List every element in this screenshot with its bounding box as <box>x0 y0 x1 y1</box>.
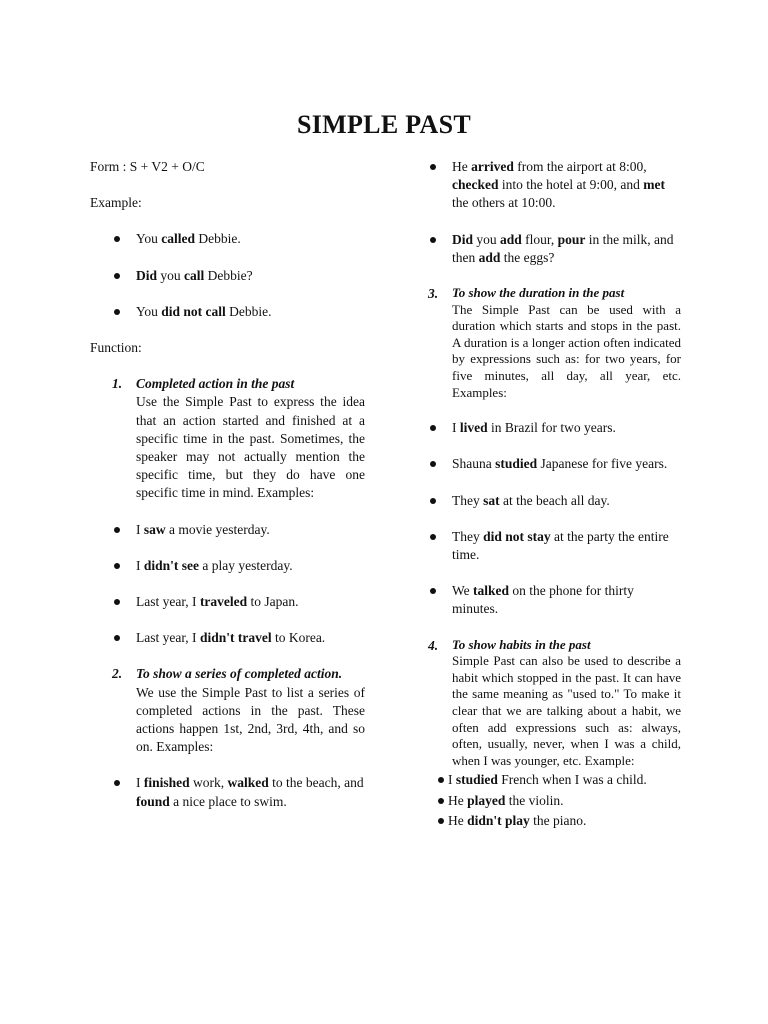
example-text: in the milk, and then <box>452 231 674 265</box>
example-item <box>90 521 365 539</box>
example-item <box>90 303 365 321</box>
example-text: a nice place to swim. <box>169 793 287 809</box>
section-heading: To show the duration in the past <box>452 285 625 301</box>
bullet-icon <box>438 798 444 804</box>
verb-highlight: walked <box>227 775 269 791</box>
example-text: at the beach all day. <box>499 492 610 508</box>
verb-highlight: did not stay <box>483 528 551 544</box>
example-text: from the airport at 8:00, <box>513 159 647 174</box>
example-text: Last year, I <box>136 594 200 610</box>
example-text: I <box>136 521 144 537</box>
section-description: We use the Simple Past to list a series of completed actions in the past. These actions happen 1st, 2nd, 3rd, 4th, and so on. Examples: <box>136 684 365 755</box>
section-heading: To show a series of completed action. <box>136 666 343 682</box>
example-item <box>426 528 681 564</box>
example-text: the violin. <box>505 792 564 808</box>
verb-highlight: studied <box>455 772 498 788</box>
example-item <box>90 230 365 248</box>
example-text: Debbie? <box>204 267 253 283</box>
verb-highlight: studied <box>495 456 538 472</box>
section-description: Use the Simple Past to express the idea that an action started and finished at a specific time in the past. Sometimes, the speaker may not actually mention the specific time, but they do have one specific time in mind. Examples: <box>136 394 365 501</box>
section-heading: Completed action in the past <box>136 376 295 392</box>
verb-highlight: add <box>478 249 501 265</box>
example-list <box>90 230 365 321</box>
example-text: a play yesterday. <box>199 557 293 573</box>
example-item <box>426 771 681 789</box>
verb-highlight: checked <box>452 177 499 193</box>
example-item <box>426 582 681 618</box>
section-description: Simple Past can also be used to describe a habit which stopped in the past. It can have the same meaning as "used to." To make it clear that we are talking about a habit, we often add expressions such as: always, often, usually, never, when I was a child, when I was younger, etc. Example: <box>452 653 681 768</box>
example-text: flour, <box>521 231 558 247</box>
example-text: Japanese for five years. <box>537 456 668 472</box>
continued-examples <box>426 158 681 267</box>
example-text: He <box>448 812 468 828</box>
example-item <box>426 419 681 437</box>
section-1-examples <box>90 521 365 648</box>
right-column <box>426 158 681 832</box>
example-item <box>426 231 681 267</box>
verb-highlight: didn't travel <box>199 630 272 646</box>
example-text: French when I was a child. <box>497 772 647 788</box>
example-text: the others at 10:00. <box>452 195 556 211</box>
example-text: You <box>136 231 162 247</box>
bullet-icon <box>430 425 436 431</box>
example-text: They <box>452 528 484 544</box>
example-item <box>90 774 365 810</box>
section-2-examples <box>90 774 365 810</box>
verb-highlight: found <box>136 793 170 809</box>
bullet-icon <box>114 527 120 533</box>
example-text: into the hotel at 9:00, and <box>498 177 644 193</box>
bullet-icon <box>114 599 120 605</box>
verb-highlight: talked <box>473 583 510 599</box>
example-text: the piano. <box>529 812 587 828</box>
bullet-icon <box>114 635 120 641</box>
section-number: 3. <box>428 286 439 302</box>
section-number: 1. <box>112 376 123 392</box>
example-text: the eggs? <box>500 249 555 265</box>
example-text: I <box>136 557 144 573</box>
example-text: He <box>448 792 468 808</box>
section-description: The Simple Past can be used with a duration which starts and stops in the past. A duration is a longer action often indicated by expressions such as: for two years, for five minutes, all day, all year, etc. Examples: <box>452 301 681 400</box>
example-text: I <box>136 775 144 791</box>
verb-highlight: called <box>161 231 196 247</box>
verb-highlight: didn't see <box>143 557 200 573</box>
verb-highlight: lived <box>459 420 488 436</box>
example-text: Last year, I <box>136 630 200 646</box>
bullet-icon <box>430 237 436 243</box>
example-item <box>426 792 681 810</box>
bullet-icon <box>114 273 120 279</box>
section-4 <box>426 637 681 770</box>
example-text: on the phone for thirty minutes. <box>452 583 634 617</box>
bullet-icon <box>114 780 120 786</box>
verb-highlight: pour <box>557 231 586 247</box>
example-text: We <box>452 583 474 599</box>
section-1 <box>90 375 365 502</box>
verb-highlight: Did <box>136 267 158 283</box>
bullet-icon <box>438 777 444 783</box>
verb-highlight: arrived <box>471 159 514 174</box>
bullet-icon <box>430 498 436 504</box>
section-number: 2. <box>112 666 123 682</box>
verb-highlight: sat <box>483 492 500 508</box>
left-column <box>90 158 365 829</box>
bullet-icon <box>114 309 120 315</box>
example-item <box>426 492 681 510</box>
example-text: to the beach, and <box>268 775 364 791</box>
example-label: Example: <box>90 195 142 211</box>
example-item <box>90 557 365 575</box>
verb-highlight: traveled <box>199 594 248 610</box>
verb-highlight: didn't play <box>467 812 530 828</box>
verb-highlight: saw <box>143 521 166 537</box>
verb-highlight: finished <box>143 775 190 791</box>
example-item <box>90 267 365 285</box>
example-item <box>90 593 365 611</box>
section-2 <box>90 665 365 756</box>
verb-highlight: met <box>643 177 665 193</box>
section-number: 4. <box>428 637 439 653</box>
example-text: I <box>448 772 456 788</box>
example-item <box>426 812 681 830</box>
bullet-icon <box>430 588 436 594</box>
section-3 <box>426 285 681 401</box>
verb-highlight: played <box>467 792 506 808</box>
example-text: Debbie. <box>225 303 272 319</box>
example-text: Shauna <box>452 456 496 472</box>
verb-highlight: Did <box>452 231 474 247</box>
bullet-icon <box>438 818 444 824</box>
verb-highlight: did not call <box>161 303 226 319</box>
example-item <box>426 455 681 473</box>
example-item <box>90 629 365 647</box>
example-text: You <box>136 303 162 319</box>
verb-highlight: call <box>184 267 205 283</box>
example-text: at the party the entire time. <box>452 528 669 562</box>
example-item <box>426 158 681 213</box>
bullet-icon <box>430 164 436 170</box>
example-text: work, <box>189 775 228 791</box>
bullet-icon <box>114 236 120 242</box>
example-text: you <box>473 231 501 247</box>
bullet-icon <box>430 534 436 540</box>
section-heading: To show habits in the past <box>452 636 591 652</box>
function-label: Function: <box>90 340 142 356</box>
example-text: in Brazil for two years. <box>487 420 616 436</box>
bullet-icon <box>114 563 120 569</box>
bullet-icon <box>430 461 436 467</box>
example-text: They <box>452 492 484 508</box>
section-3-examples <box>426 419 681 618</box>
section-4-examples <box>426 771 681 830</box>
example-text: He <box>452 159 472 174</box>
example-text: you <box>157 267 185 283</box>
example-text: Debbie. <box>195 231 241 247</box>
example-text: to Korea. <box>271 630 326 646</box>
verb-highlight: add <box>500 231 522 247</box>
example-text: to Japan. <box>247 594 299 610</box>
example-text: I <box>452 420 460 436</box>
page-title: SIMPLE PAST <box>296 110 471 139</box>
form-line: Form : S + V2 + O/C <box>90 159 205 174</box>
example-text: a movie yesterday. <box>165 521 270 537</box>
